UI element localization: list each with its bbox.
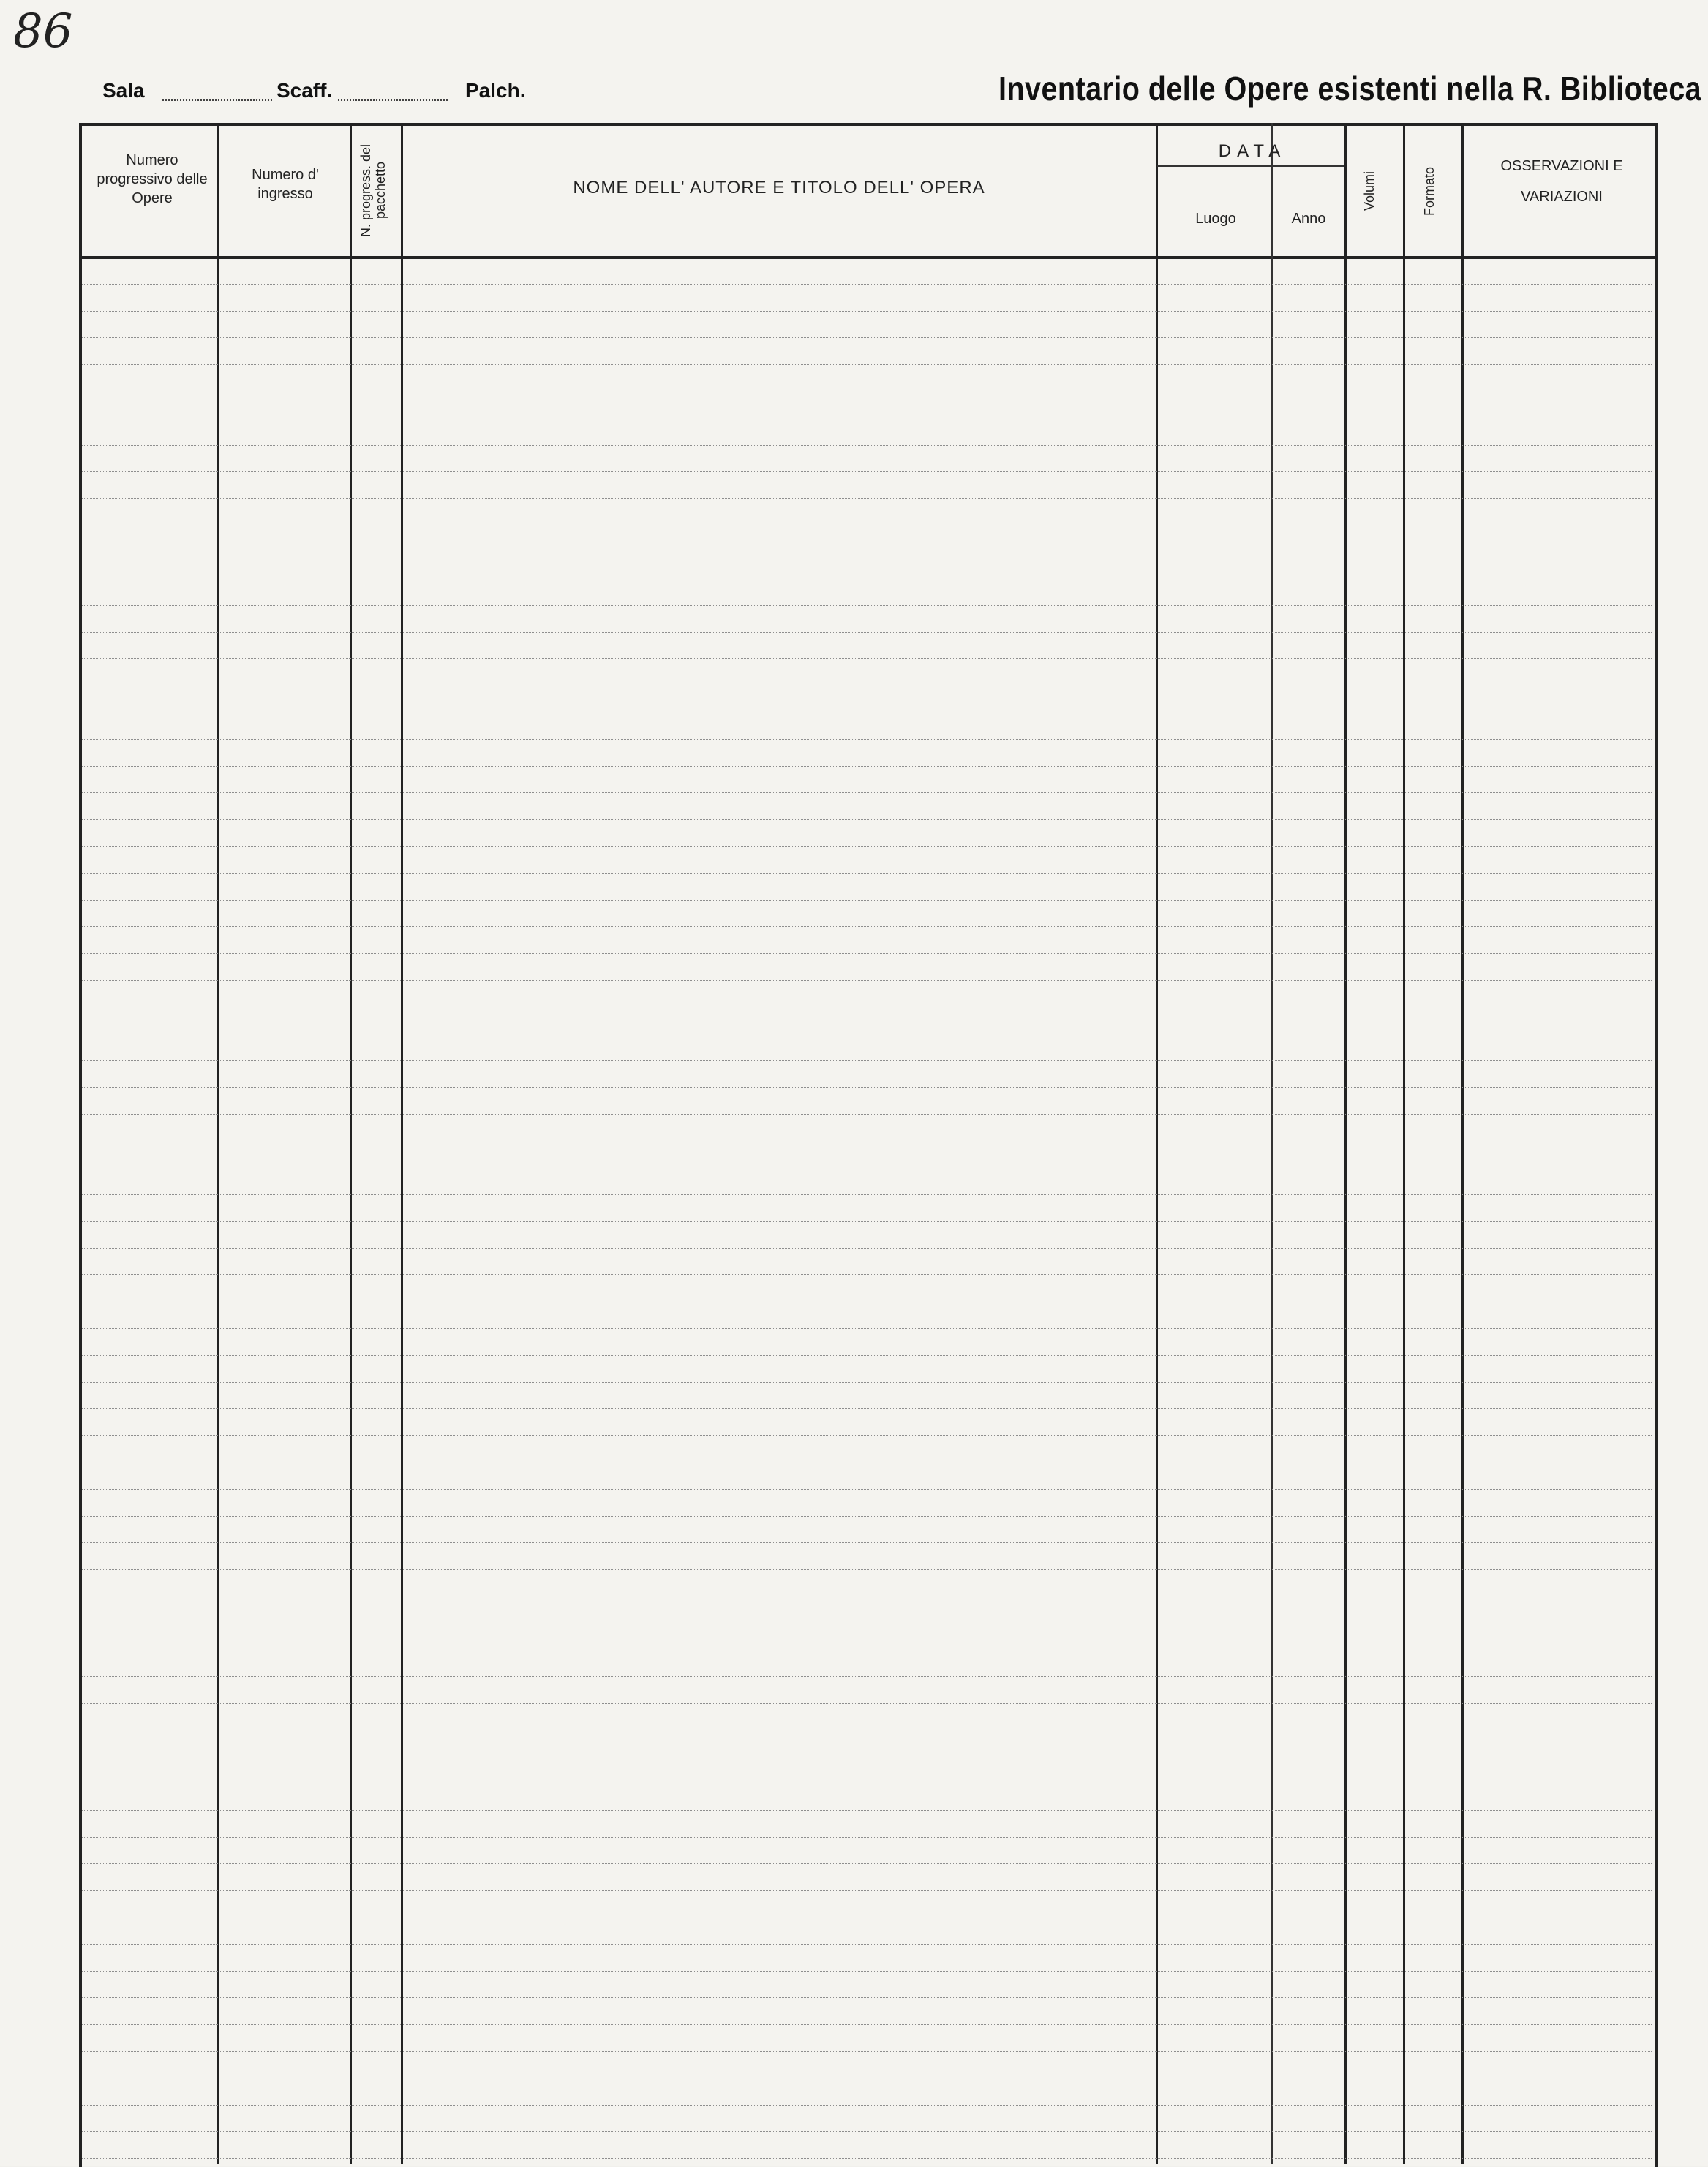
ruled-line [82, 819, 1652, 820]
data-header-rule [1157, 165, 1344, 167]
ruled-line [82, 2131, 1652, 2132]
col-header-pacchetto: N. progress. del pacchetto [358, 143, 388, 237]
column-divider [1344, 123, 1347, 2164]
ruled-line [82, 2105, 1652, 2106]
ruled-line [82, 311, 1652, 312]
ruled-line [82, 1194, 1652, 1195]
scaff-label: Scaff. [276, 79, 333, 102]
header-bottom-rule [79, 256, 1655, 259]
column-divider [1156, 123, 1158, 2164]
ruled-line [82, 1863, 1652, 1864]
col-header-ingresso: Numero d' ingresso [252, 167, 319, 202]
ruled-line [82, 445, 1652, 446]
col-header-osservazioni: OSSERVAZIONI E VARIAZIONI [1500, 158, 1623, 205]
ruled-line [82, 1703, 1652, 1704]
ruled-line [82, 658, 1652, 659]
ruled-line [82, 471, 1652, 472]
ruled-line [82, 926, 1652, 927]
ruled-line [82, 1087, 1652, 1088]
ruled-line [82, 873, 1652, 874]
column-divider [350, 123, 352, 2164]
ruled-line [82, 739, 1652, 740]
ruled-line [82, 1810, 1652, 1811]
ruled-line [82, 953, 1652, 954]
ruled-line [82, 1328, 1652, 1329]
col-header-titolo: NOME DELL' AUTORE E TITOLO DELL' OPERA [573, 178, 985, 198]
ruled-line [82, 1676, 1652, 1677]
ruled-line [82, 498, 1652, 499]
ruled-line [82, 284, 1652, 285]
ruled-line [82, 1408, 1652, 1409]
ruled-line [82, 980, 1652, 981]
column-divider [1461, 123, 1464, 2164]
ruled-line [82, 1248, 1652, 1249]
ruled-line [82, 1516, 1652, 1517]
ruled-line [82, 605, 1652, 606]
ruled-line [82, 1890, 1652, 1891]
inventory-title: Inventario delle Opere esistenti nella R. Biblioteca [998, 70, 1702, 108]
scaff-dotted-line [338, 99, 448, 101]
ruled-line [82, 900, 1652, 901]
ruled-line [82, 1997, 1652, 1998]
palch-label: Palch. [465, 79, 526, 102]
column-divider [1403, 123, 1405, 2164]
column-divider [1271, 123, 1273, 2164]
col-header-formato: Formato [1422, 166, 1437, 216]
ruled-line [82, 766, 1652, 767]
ruled-line [82, 1542, 1652, 1543]
column-divider [401, 123, 403, 2164]
ruled-line [82, 2024, 1652, 2025]
ruled-line [82, 1837, 1652, 1838]
ruled-line [82, 1569, 1652, 1570]
sala-dotted-line [162, 99, 272, 101]
ruled-line [82, 1435, 1652, 1436]
ruled-line [82, 846, 1652, 847]
ruled-line [82, 1489, 1652, 1490]
ruled-line [82, 1944, 1652, 1945]
ruled-line [82, 1060, 1652, 1061]
ruled-line [82, 337, 1652, 338]
ruled-line [82, 792, 1652, 793]
col-header-luogo: Luogo [1195, 211, 1236, 227]
ruled-line [82, 364, 1652, 365]
ruled-line [82, 1114, 1652, 1115]
ruled-line [82, 1355, 1652, 1356]
ruled-line [82, 2051, 1652, 2052]
page-number: 86 [13, 4, 73, 59]
sala-label: Sala [102, 79, 145, 102]
ruled-line [82, 1382, 1652, 1383]
table-frame [79, 123, 1658, 2167]
ruled-line [82, 1221, 1652, 1222]
column-divider [217, 123, 219, 2164]
col-header-data: DATA [1218, 141, 1287, 161]
ruled-line [82, 2158, 1652, 2159]
col-header-volumi: Volumi [1362, 170, 1377, 211]
ruled-line [82, 1971, 1652, 1972]
ruled-line [82, 1274, 1652, 1275]
ruled-line [82, 632, 1652, 633]
col-header-progressivo: Numero progressivo delle Opere [97, 152, 208, 206]
col-header-anno: Anno [1291, 211, 1326, 227]
